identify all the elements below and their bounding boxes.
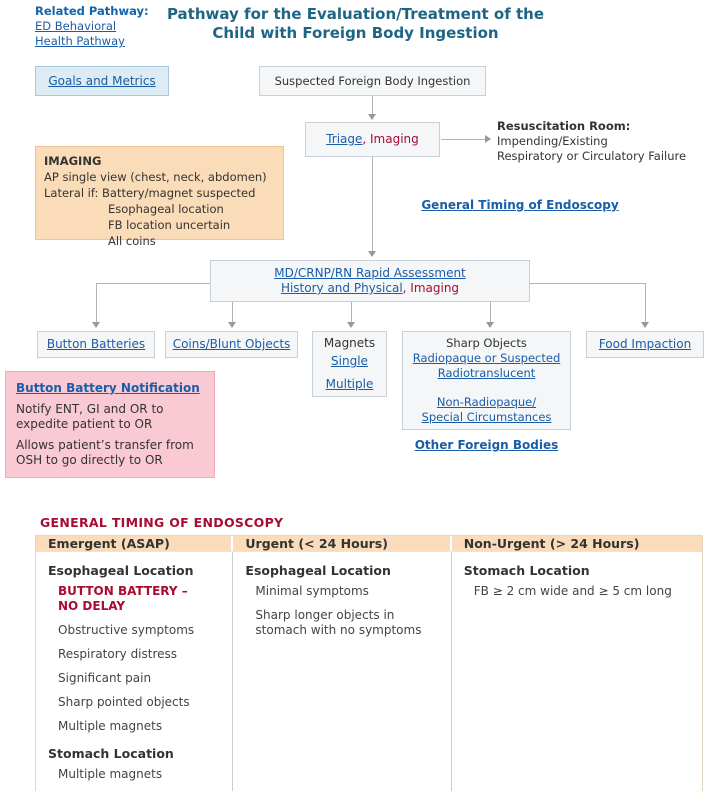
arrowhead-coins xyxy=(228,322,236,328)
connector-drop-coins xyxy=(232,302,233,322)
rapid-assessment-box xyxy=(210,260,530,302)
food-impaction-box[interactable] xyxy=(586,331,704,358)
column-header-urgent: Urgent (< 24 Hours) xyxy=(233,536,451,551)
assessment-imaging-text: , Imaging xyxy=(402,281,460,295)
general-timing-link[interactable]: General Timing of Endoscopy xyxy=(421,198,619,212)
emergent-cell xyxy=(36,552,233,791)
general-timing-link-wrap xyxy=(420,198,620,212)
non-radiopaque-link[interactable]: Non-Radiopaque/ Special Circumstances xyxy=(421,395,552,424)
sharp-objects-title: Sharp Objects xyxy=(446,336,527,350)
list-item: Sharp pointed objects xyxy=(58,695,190,709)
history-physical-link[interactable]: History and Physical xyxy=(280,281,403,295)
page-title: Pathway for the Evaluation/Treatment of the Child with Foreign Body Ingestion xyxy=(166,5,545,42)
sharp-objects-box xyxy=(402,331,571,430)
triage-imaging-box xyxy=(305,122,440,157)
resuscitation-room-block: Resuscitation Room: Impending/Existing Respiratory or Circulatory Failure xyxy=(497,119,707,164)
button-battery-notification-link[interactable]: Button Battery Notification xyxy=(16,381,200,395)
column-header-non-urgent: Non-Urgent (> 24 Hours) xyxy=(463,536,640,551)
arrowhead-down-triage xyxy=(368,114,376,120)
coins-blunt-link[interactable]: Coins/Blunt Objects xyxy=(172,337,291,351)
list-item: Minimal symptoms xyxy=(255,584,369,598)
other-foreign-bodies-wrap xyxy=(402,438,571,452)
timing-table-body xyxy=(36,552,702,791)
arrowhead-magnets xyxy=(347,322,355,328)
connector-drop-food xyxy=(645,283,646,322)
magnets-single-link[interactable]: Single xyxy=(331,354,368,368)
coins-blunt-box[interactable] xyxy=(165,331,298,358)
button-battery-notification-box xyxy=(5,371,215,478)
arrowhead-food xyxy=(641,322,649,328)
urgent-cell xyxy=(233,552,451,791)
related-link-ed-behavioral[interactable]: ED Behavioral xyxy=(35,19,117,33)
goals-and-metrics-link[interactable]: Goals and Metrics xyxy=(48,73,156,88)
arrowhead-button-batteries xyxy=(92,322,100,328)
arrowhead-right-resus xyxy=(485,135,491,143)
timing-table xyxy=(35,535,703,791)
button-batteries-box[interactable] xyxy=(37,331,155,358)
goals-and-metrics-box[interactable] xyxy=(35,66,169,96)
connector-triage-resus xyxy=(441,139,485,140)
connector-triage-assessment xyxy=(372,157,373,251)
list-item: Respiratory distress xyxy=(58,647,178,661)
magnets-title: Magnets xyxy=(323,336,376,350)
other-foreign-bodies-link[interactable]: Other Foreign Bodies xyxy=(414,438,559,452)
notification-para-1: Notify ENT, GI and OR to expedite patient to OR xyxy=(16,402,164,431)
connector-drop-magnets xyxy=(351,302,352,322)
list-item: Multiple magnets xyxy=(58,719,163,733)
timing-table-header-row xyxy=(36,536,702,552)
button-battery-alert: BUTTON BATTERY – NO DELAY xyxy=(58,584,188,613)
imaging-note-title: IMAGING xyxy=(44,154,102,168)
column-header-emergent: Emergent (ASAP) xyxy=(36,536,233,551)
list-item: Obstructive symptoms xyxy=(58,623,195,637)
rapid-assessment-link[interactable]: MD/CRNP/RN Rapid Assessment xyxy=(274,266,466,280)
arrowhead-down-assessment xyxy=(368,251,376,257)
food-impaction-link[interactable]: Food Impaction xyxy=(598,337,692,351)
related-link-health-pathway[interactable]: Health Pathway xyxy=(35,34,125,48)
timing-table-heading: GENERAL TIMING OF ENDOSCOPY xyxy=(40,515,284,530)
related-pathway-label: Related Pathway: xyxy=(35,4,149,18)
arrowhead-sharp xyxy=(486,322,494,328)
triage-imaging-text: , Imaging xyxy=(362,132,419,146)
radiopaque-link[interactable]: Radiopaque or Suspected Radiotranslucent xyxy=(412,351,561,380)
list-item: Sharp longer objects in stomach with no symptoms xyxy=(255,608,422,637)
magnets-multiple-link[interactable]: Multiple xyxy=(325,377,374,391)
emergent-esophageal-header: Esophageal Location xyxy=(48,563,194,578)
connector-branch-right xyxy=(530,283,645,284)
non-urgent-cell xyxy=(452,552,702,791)
magnets-box xyxy=(312,331,387,397)
connector-branch-left xyxy=(96,283,210,284)
list-item: FB ≥ 2 cm wide and ≥ 5 cm long xyxy=(473,584,672,598)
non-urgent-stomach-header: Stomach Location xyxy=(463,563,590,578)
connector-drop-button-batteries xyxy=(96,283,97,322)
list-item: Multiple magnets xyxy=(58,767,163,781)
connector-drop-sharp xyxy=(490,302,491,322)
emergent-stomach-header: Stomach Location xyxy=(48,746,174,761)
triage-link[interactable]: Triage xyxy=(326,132,363,146)
button-batteries-link[interactable]: Button Batteries xyxy=(46,337,146,351)
notification-para-2: Allows patient’s transfer from OSH to go directly to OR xyxy=(16,438,194,467)
urgent-esophageal-header: Esophageal Location xyxy=(245,563,391,578)
imaging-note-box: IMAGING AP single view (chest, neck, abdomen) Lateral if: Battery/magnet suspected Esophageal location FB location uncertain All coins xyxy=(35,146,284,240)
connector-suspected-triage xyxy=(372,96,373,114)
list-item: Significant pain xyxy=(58,671,152,685)
suspected-ingestion-box: Suspected Foreign Body Ingestion xyxy=(259,66,486,96)
resuscitation-room-title: Resuscitation Room: xyxy=(497,119,631,133)
